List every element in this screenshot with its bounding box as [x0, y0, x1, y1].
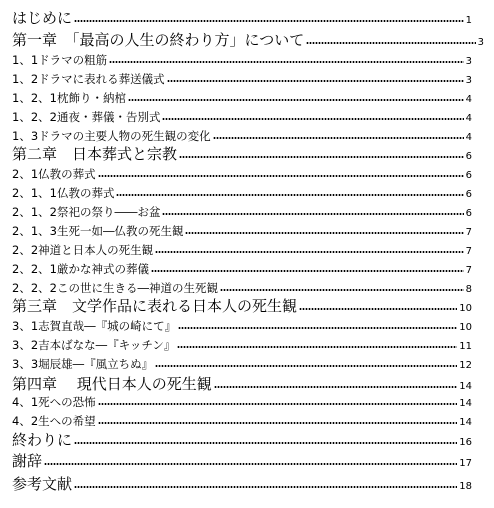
toc-entry[interactable]	[0, 71, 494, 86]
toc-entry[interactable]	[0, 356, 494, 371]
dot-leader	[98, 403, 458, 405]
toc-entry-page: 6	[465, 208, 472, 219]
toc-entry-page: 4	[465, 113, 472, 124]
dot-leader	[179, 156, 464, 158]
toc-entry-title: 3、3堀辰雄―『風立ちぬ』	[12, 357, 154, 372]
dot-leader	[214, 386, 457, 388]
toc-entry[interactable]	[0, 90, 494, 105]
toc-entry-title: 2、2、1厳かな神式の葬儀	[12, 262, 149, 277]
dot-leader	[185, 232, 463, 234]
toc-entry-page: 7	[465, 265, 472, 276]
toc-entry-page: 10	[459, 322, 472, 333]
dot-leader	[116, 194, 463, 196]
toc-entry-page: 3	[465, 75, 472, 86]
dot-leader	[162, 213, 463, 215]
toc-entry[interactable]	[0, 144, 494, 162]
toc-entry-title: 1、1ドラマの粗筋	[12, 53, 108, 68]
toc-entry-title: 2、2神道と日本人の死生観	[12, 243, 154, 258]
dot-leader	[155, 251, 463, 253]
toc-entry-title: 4、2生への希望	[12, 414, 96, 429]
dot-leader	[306, 42, 475, 44]
dot-leader	[162, 118, 463, 120]
toc-entry-page: 3	[465, 56, 472, 67]
toc-entry-title: 1、2、1枕飾り・納棺	[12, 91, 126, 106]
toc-entry[interactable]	[0, 474, 494, 492]
dot-leader	[167, 80, 464, 82]
toc-entry-page: 7	[465, 246, 472, 257]
toc-entry[interactable]	[0, 374, 494, 392]
toc-entry-page: 6	[465, 151, 472, 162]
toc-entry-page: 4	[465, 94, 472, 105]
dot-leader	[74, 442, 457, 444]
toc-entry-page: 6	[465, 189, 472, 200]
toc-entry[interactable]	[0, 109, 494, 124]
toc-entry[interactable]	[0, 242, 494, 257]
toc-entry-page: 11	[459, 341, 472, 352]
dot-leader	[98, 175, 464, 177]
toc-entry-page: 4	[465, 132, 472, 143]
toc-entry-page: 14	[459, 417, 472, 428]
toc-entry-page: 14	[459, 381, 472, 392]
dot-leader	[213, 137, 464, 139]
toc-entry-page: 3	[477, 37, 484, 48]
toc-entry-title: 2、1、2祭祀の祭り――お盆	[12, 205, 161, 220]
toc-entry[interactable]	[0, 30, 494, 48]
toc-entry-title: 第二章 日本葬式と宗教	[12, 144, 178, 163]
toc-entry[interactable]	[0, 280, 494, 295]
toc-entry[interactable]	[0, 128, 494, 143]
toc-entry[interactable]	[0, 337, 494, 352]
toc-entry[interactable]	[0, 223, 494, 238]
toc-entry-title: 2、1、1仏教の葬式	[12, 186, 115, 201]
toc-entry-page: 7	[465, 227, 472, 238]
toc-entry-page: 16	[459, 437, 472, 448]
toc-entry[interactable]	[0, 318, 494, 333]
toc-entry[interactable]	[0, 185, 494, 200]
toc-entry-page: 1	[465, 15, 472, 26]
toc-entry[interactable]	[0, 413, 494, 428]
dot-leader	[177, 346, 457, 348]
toc-entry[interactable]	[0, 52, 494, 67]
dot-leader	[44, 463, 457, 465]
toc-entry[interactable]	[0, 8, 494, 26]
toc-entry-title: 3、1志賀直哉―『城の崎にて』	[12, 319, 177, 334]
toc-entry-title: 第一章 「最高の人生の終わり方」について	[12, 30, 305, 49]
toc-entry-title: 謝辞	[12, 451, 43, 470]
toc-entry-page: 8	[465, 284, 472, 295]
toc-entry-title: 2、1、3生死一如―仏教の死生観	[12, 224, 184, 239]
toc-entry-page: 12	[459, 360, 472, 371]
dot-leader	[178, 327, 457, 329]
toc-entry[interactable]	[0, 430, 494, 448]
dot-leader	[74, 486, 457, 488]
toc-entry-page: 10	[459, 303, 472, 314]
toc-entry-title: 終わりに	[12, 430, 73, 449]
toc-entry-title: 3、2吉本ばなな―『キッチン』	[12, 338, 176, 353]
toc-entry-page: 18	[459, 481, 472, 492]
toc-entry[interactable]	[0, 204, 494, 219]
toc-entry[interactable]	[0, 451, 494, 469]
toc-entry-title: 2、2、2この世に生きる―神道の生死観	[12, 281, 218, 296]
toc-entry-title: 1、2ドラマに表れる葬送儀式	[12, 72, 165, 87]
toc-entry-title: 1、2、2通夜・葬儀・告別式	[12, 110, 161, 125]
dot-leader	[128, 99, 464, 101]
toc-entry-title: 1、3ドラマの主要人物の死生観の変化	[12, 129, 211, 144]
toc-entry[interactable]	[0, 394, 494, 409]
dot-leader	[220, 289, 464, 291]
toc-entry[interactable]	[0, 166, 494, 181]
toc-entry[interactable]	[0, 296, 494, 314]
toc-entry[interactable]	[0, 261, 494, 276]
toc-entry-title: 参考文献	[12, 474, 73, 493]
dot-leader	[155, 365, 457, 367]
toc-entry-title: 第四章 現代日本人の死生観	[12, 374, 212, 393]
toc-entry-title: はじめに	[12, 8, 73, 27]
toc-entry-title: 4、1死への恐怖	[12, 395, 96, 410]
dot-leader	[74, 20, 464, 22]
dot-leader	[299, 308, 457, 310]
toc-entry-title: 2、1仏教の葬式	[12, 167, 96, 182]
dot-leader	[109, 61, 463, 63]
toc-entry-page: 6	[465, 170, 472, 181]
toc-entry-page: 14	[459, 398, 472, 409]
dot-leader	[98, 422, 458, 424]
dot-leader	[151, 270, 464, 272]
toc-entry-page: 17	[459, 458, 472, 469]
toc-entry-title: 第三章 文学作品に表れる日本人の死生観	[12, 296, 298, 315]
